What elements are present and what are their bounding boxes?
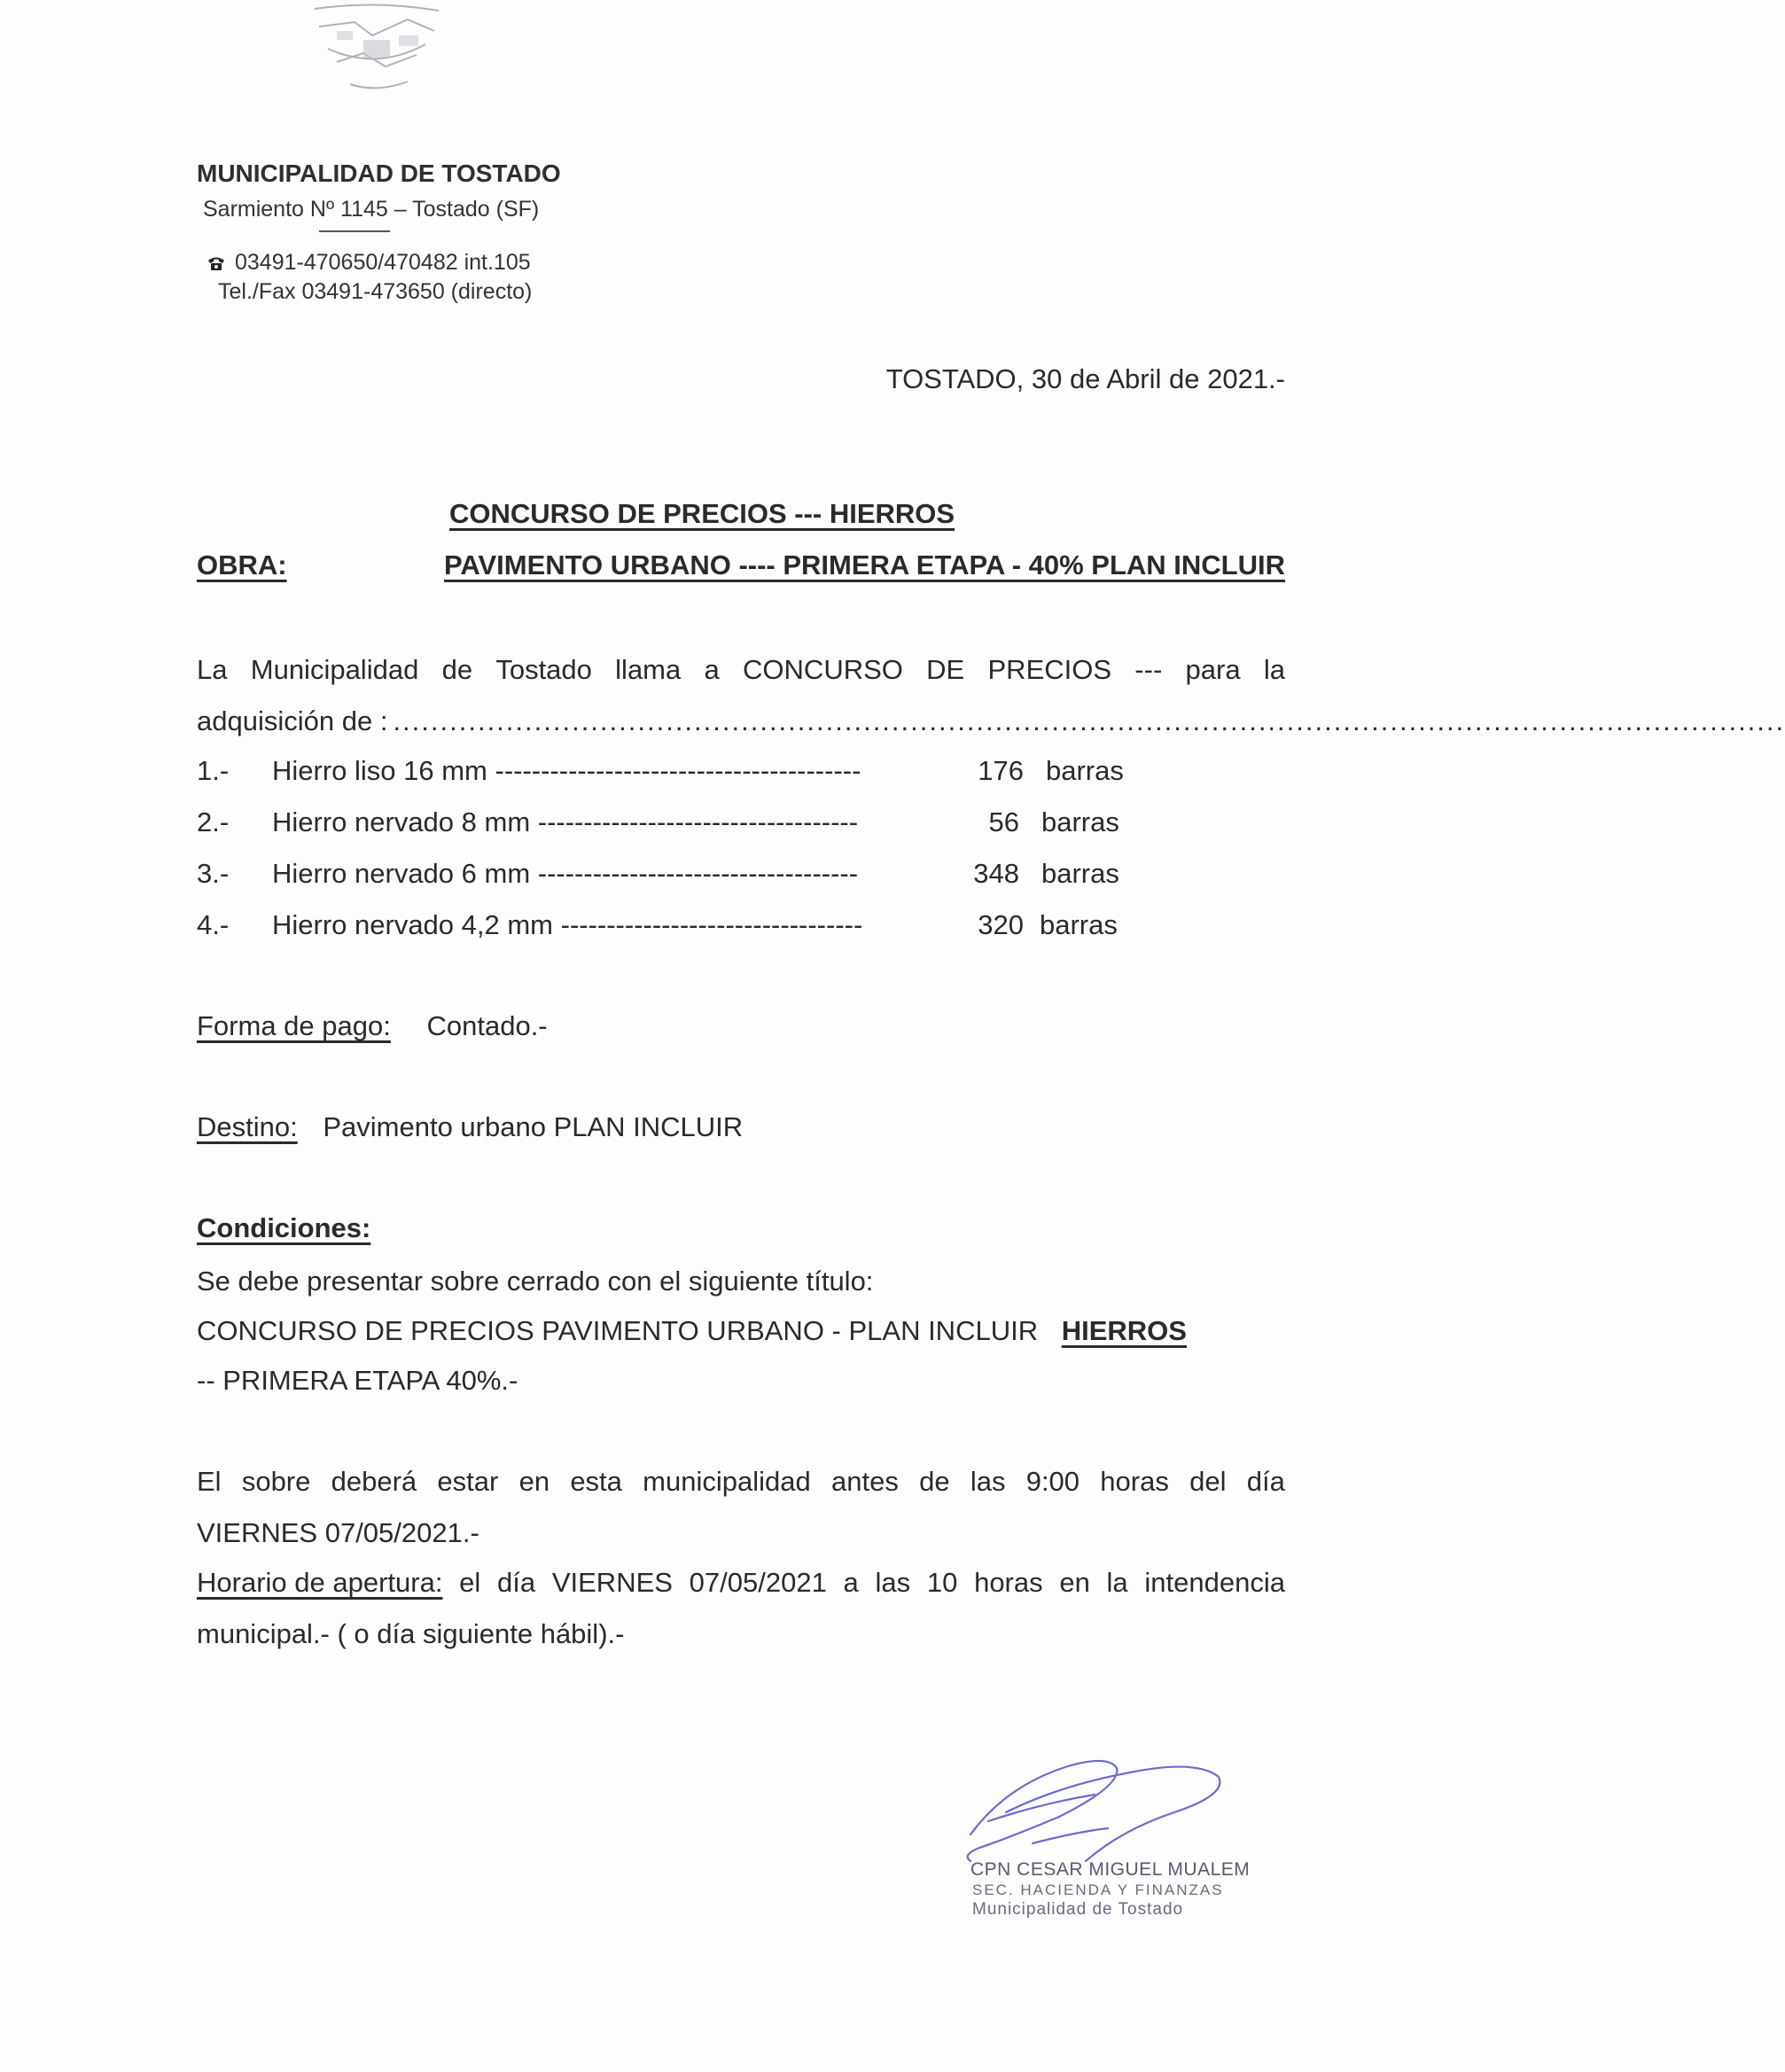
signatory-role: SEC. HACIENDA Y FINANZAS — [972, 1881, 1224, 1898]
document-title: CONCURSO DE PRECIOS --- HIERROS — [449, 498, 955, 529]
payment-row — [197, 1010, 548, 1042]
conditions-line-2 — [197, 1315, 1187, 1347]
destination-row — [197, 1111, 743, 1143]
deadline-word: horas — [1100, 1466, 1169, 1497]
opening-word: en — [1059, 1567, 1090, 1598]
payment-value: Contado.- — [426, 1010, 548, 1041]
item-unit: barras — [1040, 909, 1118, 940]
opening-word: la — [1106, 1567, 1128, 1598]
deadline-word: del — [1189, 1466, 1227, 1497]
deadline-word: municipalidad — [643, 1466, 811, 1497]
intro-word: a — [704, 654, 720, 685]
signatory-organization: Municipalidad de Tostado — [972, 1900, 1184, 1919]
opening-word: 07/05/2021 — [689, 1567, 827, 1598]
deadline-word: El — [197, 1466, 222, 1497]
intro-word: la — [1263, 654, 1285, 685]
item-number: 3.- — [197, 858, 230, 889]
dot-leader: .................................................................................................................................................... — [393, 705, 1785, 736]
obra-text: PAVIMENTO URBANO ---- PRIMERA ETAPA - 40% PLAN INCLUIR — [444, 549, 1285, 580]
intro-word: DE — [926, 654, 965, 685]
signatory-name: CPN CESAR MIGUEL MUALEM — [970, 1859, 1251, 1880]
telephone-icon — [207, 255, 226, 271]
item-label: Hierro nervado 4,2 mm --------------------------------- — [272, 909, 863, 940]
document-date: TOSTADO, 30 de Abril de 2021.- — [885, 363, 1285, 394]
item-unit: barras — [1041, 806, 1119, 837]
item-quantity: 348 — [973, 858, 1019, 889]
phone-number: 03491-470650/470482 int.105 — [235, 250, 531, 275]
payment-label: Forma de pago: — [197, 1010, 391, 1041]
item-number: 1.- — [197, 755, 230, 786]
intro-line-1 — [197, 654, 1285, 686]
deadline-line-2: VIERNES 07/05/2021.- — [197, 1517, 479, 1548]
intro-word: --- — [1134, 654, 1163, 685]
opening-word: las — [875, 1567, 911, 1598]
conditions-line-1: Se debe presentar sobre cerrado con el siguiente título: — [197, 1266, 874, 1297]
phone-line — [207, 250, 531, 276]
destination-value: Pavimento urbano PLAN INCLUIR — [323, 1111, 744, 1142]
deadline-word: deberá — [331, 1466, 417, 1497]
item-quantity: 176 — [978, 755, 1024, 786]
institution-name: MUNICIPALIDAD DE TOSTADO — [197, 160, 561, 187]
intro-word: PRECIOS — [987, 654, 1112, 685]
item-label: Hierro liso 16 mm ---------------------------------------- — [272, 755, 861, 786]
deadline-word: esta — [570, 1466, 622, 1497]
opening-word: 10 — [926, 1567, 958, 1598]
opening-line-1 — [197, 1567, 1285, 1599]
intro-line-2 — [197, 705, 1785, 737]
item-number: 2.- — [197, 806, 230, 837]
intro-word: para — [1185, 654, 1241, 685]
opening-word: a — [843, 1567, 859, 1598]
opening-word: horas — [974, 1567, 1043, 1598]
obra-label: OBRA: — [197, 549, 287, 580]
intro-text: adquisición de : — [197, 705, 388, 736]
deadline-word: 9:00 — [1025, 1466, 1080, 1497]
deadline-word: estar — [437, 1466, 499, 1497]
item-number: 4.- — [197, 909, 230, 940]
intro-word: La — [197, 654, 228, 685]
conditions-title-emphasis: HIERROS — [1061, 1315, 1187, 1346]
obra-title — [197, 549, 1285, 581]
item-unit: barras — [1041, 858, 1119, 889]
deadline-line-1 — [197, 1466, 1285, 1498]
header-divider — [319, 230, 390, 232]
opening-word: VIERNES — [551, 1567, 673, 1598]
intro-word: de — [441, 654, 473, 685]
conditions-line-3: -- PRIMERA ETAPA 40%.- — [197, 1365, 518, 1396]
conditions-title-text: CONCURSO DE PRECIOS PAVIMENTO URBANO - PLAN INCLUIR — [197, 1315, 1039, 1346]
deadline-word: las — [970, 1466, 1006, 1497]
item-label: Hierro nervado 6 mm ----------------------------------- — [272, 858, 859, 889]
item-unit: barras — [1046, 755, 1124, 786]
intro-word: CONCURSO — [743, 654, 903, 685]
opening-word: día — [497, 1567, 536, 1598]
deadline-word: en — [518, 1466, 550, 1497]
opening-word: el — [459, 1567, 481, 1598]
intro-word: Tostado — [495, 654, 592, 685]
deadline-word: de — [919, 1466, 950, 1497]
municipal-seal-icon — [301, 0, 452, 97]
institution-address: Sarmiento Nº 1145 – Tostado (SF) — [203, 197, 540, 222]
item-quantity: 56 — [988, 806, 1019, 837]
conditions-label: Condiciones: — [197, 1212, 371, 1243]
intro-word: Municipalidad — [250, 654, 419, 685]
item-label: Hierro nervado 8 mm ----------------------------------- — [272, 806, 859, 837]
fax-number: Tel./Fax 03491-473650 (directo) — [218, 279, 533, 304]
deadline-word: antes — [830, 1466, 899, 1497]
opening-word: intendencia — [1144, 1567, 1285, 1598]
deadline-word: día — [1246, 1466, 1285, 1497]
opening-label: Horario de apertura: — [197, 1567, 443, 1598]
item-quantity: 320 — [978, 909, 1024, 940]
destination-label: Destino: — [197, 1111, 298, 1142]
intro-word: llama — [615, 654, 682, 685]
deadline-word: sobre — [241, 1466, 311, 1497]
opening-line-2: municipal.- ( o día siguiente hábil).- — [197, 1618, 625, 1649]
